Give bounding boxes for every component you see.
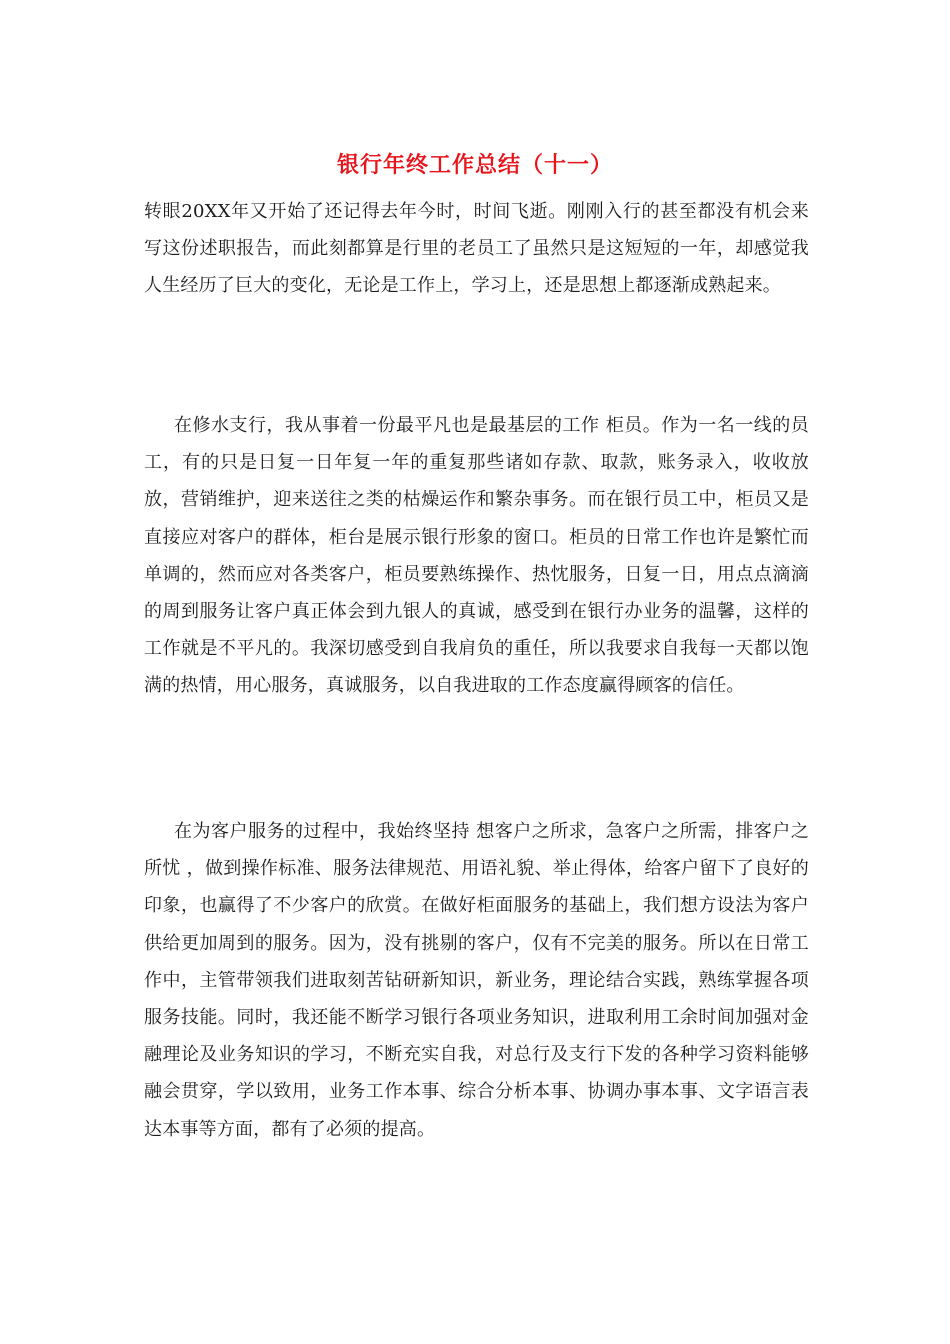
paragraph-intro: 转眼20XX年又开始了还记得去年今时，时间飞逝。刚刚入行的甚至都没有机会来写这份述职报告，而此刻都算是行里的老员工了虽然只是这短短的一年，却感觉我人生经历了巨大的变化，无论是工作上，学习上，还是思想上都逐渐成熟起来。 — [144, 201, 809, 297]
paragraph-customer-service: 在为客户服务的过程中，我始终坚持 想客户之所求，急客户之所需，排客户之所忧 ，做到操作标准、服务法律规范、用语礼貌、举止得体，给客户留下了良好的印象，也赢得了不少客户的欣赏。在做好柜面服务的基础上，我们想方设法为客户供给更加周到的服务。因为，没有挑剔的客户，仅有不完美的服务。所以在日常工作中，主管带领我们进取刻苦钻研新知识，新业务，理论结合实践，熟练掌握各项服务技能。同时，我还能不断学习银行各项业务知识，进取利用工余时间加强对金融理论及业务知识的学习，不断充实自我，对总行及支行下发的各种学习资料能够融会贯穿，学以致用，业务工作本事、综合分析本事、协调办事本事、文字语言表达本事等方面，都有了必须的提高。 — [144, 821, 809, 1140]
paragraph-teller-work: 在修水支行，我从事着一份最平凡也是最基层的工作 柜员。作为一名一线的员工，有的只是日复一日年复一年的重复那些诸如存款、取款，账务录入，收收放放，营销维护，迎来送往之类的枯燥运作和繁杂事务。而在银行员工中，柜员又是直接应对客户的群体，柜台是展示银行形象的窗口。柜员的日常工作也许是繁忙而单调的，然而应对各类客户，柜员要熟练操作、热忱服务，日复一日，用点点滴滴的周到服务让客户真正体会到九银人的真诚，感受到在银行办业务的温馨，这样的工作就是不平凡的。我深切感受到自我肩负的重任，所以我要求自我每一天都以饱满的热情，用心服务，真诚服务，以自我进取的工作态度赢得顾客的信任。 — [144, 415, 809, 697]
document-title: 银行年终工作总结（十一） — [336, 153, 613, 178]
